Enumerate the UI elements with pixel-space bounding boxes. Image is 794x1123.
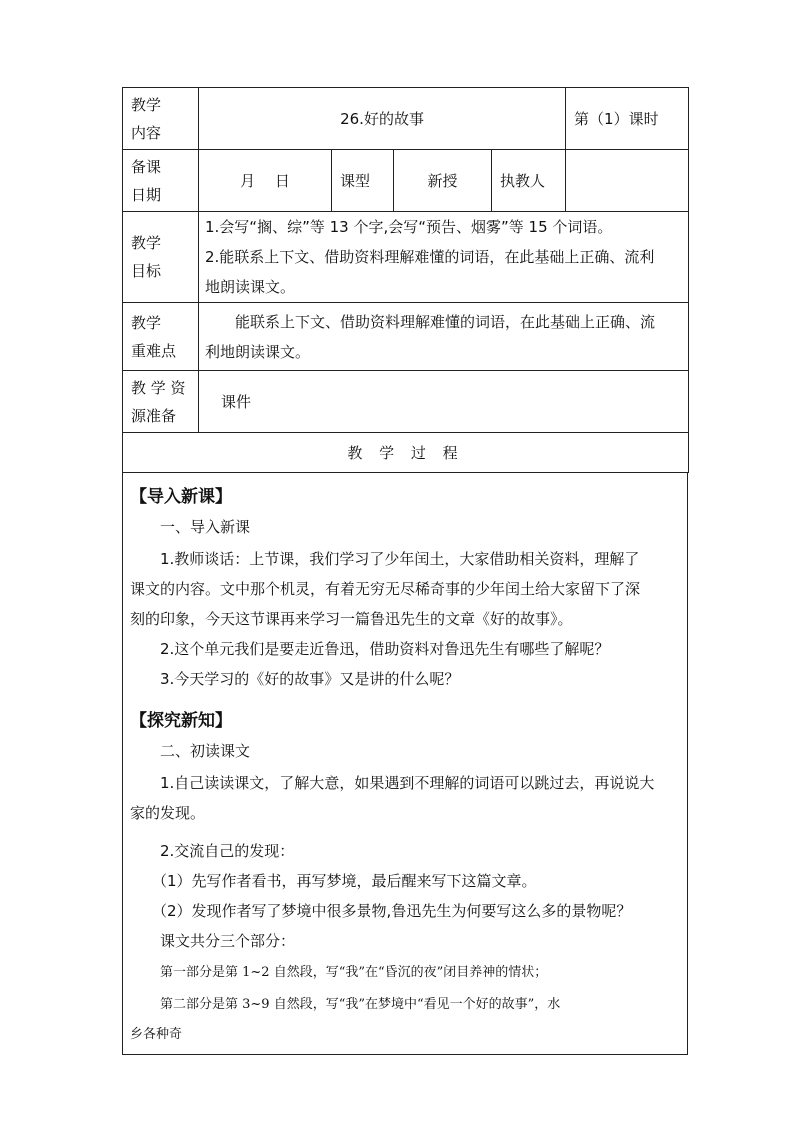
row-objectives	[123, 212, 689, 303]
section-heading: 【导入新课】	[130, 487, 232, 507]
row-date	[123, 150, 689, 212]
resources-label: 教 学 资 源准备	[123, 371, 199, 433]
subheading: 二、初读课文	[160, 742, 251, 760]
paragraph: 第二部分是第 3~9 自然段，写“我”在梦境中“看见一个好的故事”，水 乡各种奇	[130, 997, 561, 1042]
paragraph: 1.自己读读课文，了解大意，如果遇到不理解的词语可以跳过去，再说说大 家的发现。	[130, 774, 655, 822]
paragraph: 课文共分三个部分：	[160, 932, 296, 950]
type-label: 课型	[332, 150, 394, 212]
process-heading: 教 学 过 程	[123, 433, 689, 473]
row-key-points	[123, 303, 689, 371]
objectives-label: 教学 目标	[123, 212, 199, 303]
resources-value: 课件	[199, 371, 689, 433]
content-label: 教学 内容	[123, 88, 199, 150]
date-value: 月 日	[199, 150, 332, 212]
objectives-text: 1.会写“搁、综”等 13 个字,会写“预告、烟雾”等 15 个词语。 2.能联系上下文、借助资料理解难懂的词语，在此基础上正确、流利 地朗读课文。	[199, 212, 689, 303]
paragraph: 1.教师谈话：上节课，我们学习了少年闰土，大家借助相关资料，理解了 课文的内容。文中那个机灵，有着无穷无尽稀奇事的少年闰土给大家留下了深 刻的印象，今天这节课再来学习一篇鲁迅先生的文章《好的故事》。	[130, 550, 641, 628]
period-cell: 第（1）课时	[566, 88, 689, 150]
paragraph: （1）先写作者看书，再写梦境，最后醒来写下这篇文章。	[152, 872, 537, 890]
process-content	[130, 480, 685, 1050]
subheading: 一、导入新课	[160, 518, 251, 536]
key-points-text: 能联系上下文、借助资料理解难懂的词语，在此基础上正确、流 利地朗读课文。	[199, 303, 689, 371]
teacher-label: 执教人	[492, 150, 566, 212]
key-points-label: 教学 重难点	[123, 303, 199, 371]
paragraph: 第一部分是第 1~2 自然段，写“我”在“昏沉的夜”闭目养神的情状；	[160, 965, 548, 980]
paragraph: （2）发现作者写了梦境中很多景物,鲁迅先生为何要写这么多的景物呢？	[152, 902, 632, 920]
teacher-value	[566, 150, 689, 212]
row-process-heading	[123, 433, 689, 473]
paragraph: 2.交流自己的发现：	[160, 842, 295, 860]
lesson-plan-table	[122, 87, 689, 473]
paragraph: 2.这个单元我们是要走近鲁迅，借助资料对鲁迅先生有哪些了解呢？	[160, 640, 610, 658]
type-value: 新授	[394, 150, 492, 212]
row-content	[123, 88, 689, 150]
date-label: 备课 日期	[123, 150, 199, 212]
lesson-title: 26.好的故事	[199, 88, 566, 150]
row-resources	[123, 371, 689, 433]
section-heading: 【探究新知】	[130, 711, 232, 731]
paragraph: 3.今天学习的《好的故事》又是讲的什么呢？	[160, 670, 460, 688]
